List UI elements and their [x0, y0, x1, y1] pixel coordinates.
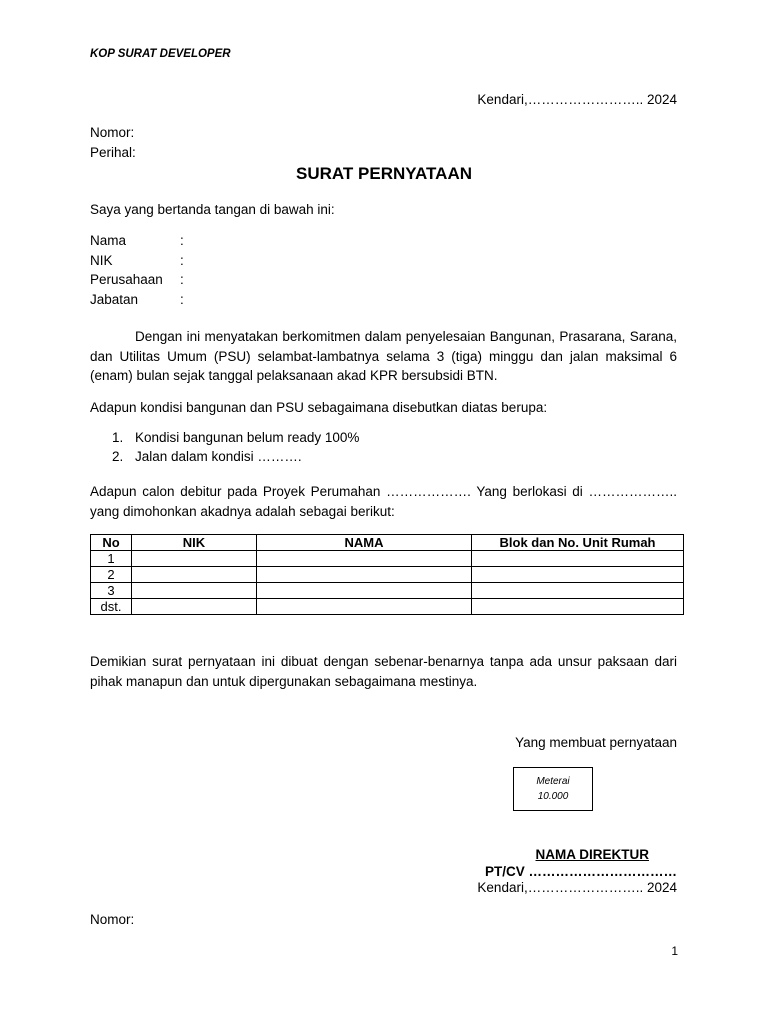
table-cell: 3	[91, 583, 132, 599]
table-cell: 2	[91, 567, 132, 583]
table-cell	[257, 599, 472, 615]
nomor-label: Nomor:	[90, 125, 135, 140]
list-number: 2.	[112, 449, 124, 464]
table-cell	[472, 599, 684, 615]
director-name: NAMA DIREKTUR	[535, 847, 649, 862]
list-number: 1.	[112, 430, 124, 445]
perihal-label: Perihal:	[90, 145, 136, 160]
debtor-table	[90, 534, 684, 615]
list-text: Jalan dalam kondisi ……….	[135, 449, 302, 464]
closing-paragraph: Demikian surat pernyataan ini dibuat dengan sebenar-benarnya tanpa ada unsur paksaan dari pihak manapun dan untuk dipergunakan sebagaimana mestinya.	[90, 654, 677, 689]
table-cell	[472, 567, 684, 583]
table-cell	[472, 583, 684, 599]
column-header-unit: Blok dan No. Unit Rumah	[472, 535, 684, 551]
table-cell	[257, 583, 472, 599]
identity-colon: :	[180, 233, 184, 248]
table-cell	[132, 567, 257, 583]
date-line: Kendari,…………………….. 2024	[477, 92, 677, 107]
conditions-intro: Adapun kondisi bangunan dan PSU sebagaimana disebutkan diatas berupa:	[90, 400, 548, 415]
identity-label: NIK	[90, 253, 113, 268]
page-number: 1	[671, 944, 678, 958]
company-name: PT/CV ……………………………	[484, 864, 677, 879]
identity-field-nik	[90, 253, 290, 272]
identity-field-perusahaan	[90, 272, 290, 291]
table-cell	[132, 599, 257, 615]
table-row	[91, 567, 684, 583]
list-text: Kondisi bangunan belum ready 100%	[135, 430, 360, 445]
column-header-nik: NIK	[132, 535, 257, 551]
commitment-paragraph: Dengan ini menyatakan berkomitmen dalam penyelesaian Bangunan, Prasarana, Sarana, dan Utilitas Umum (PSU) selambat-lambatnya selama 3 (tiga) minggu dan jalan maksimal 6 (enam) bulan sejak tanggal pelaksanaan akad KPR bersubsidi BTN.	[90, 329, 677, 383]
debtor-intro: Adapun calon debitur pada Proyek Perumahan ………………. Yang berlokasi di ……………….. yang dimohonkan akadnya adalah sebagai berikut:	[90, 484, 677, 519]
table-row	[91, 551, 684, 567]
materai-label: Meterai	[536, 776, 570, 787]
table-row	[91, 599, 684, 615]
document-title: SURAT PERNYATAAN	[296, 164, 472, 183]
table-cell	[132, 551, 257, 567]
identity-colon: :	[180, 292, 184, 307]
column-header-no: No	[91, 535, 132, 551]
signature-date: Kendari,…………………….. 2024	[477, 880, 677, 895]
identity-colon: :	[180, 272, 184, 287]
materai-stamp-box	[513, 767, 593, 811]
identity-label: Nama	[90, 233, 127, 248]
table-row	[91, 583, 684, 599]
identity-colon: :	[180, 253, 184, 268]
table-cell	[472, 551, 684, 567]
intro-text: Saya yang bertanda tangan di bawah ini:	[90, 202, 335, 217]
table-cell: dst.	[91, 599, 132, 615]
column-header-nama: NAMA	[257, 535, 472, 551]
identity-label: Jabatan	[90, 292, 139, 307]
table-cell	[257, 567, 472, 583]
identity-field-jabatan	[90, 292, 290, 311]
identity-field-nama	[90, 233, 290, 252]
letterhead-placeholder: KOP SURAT DEVELOPER	[90, 48, 231, 60]
footer-nomor-label: Nomor:	[90, 912, 135, 927]
table-header-row	[91, 535, 684, 551]
table-cell	[132, 583, 257, 599]
identity-label: Perusahaan	[90, 272, 163, 287]
table-cell	[257, 551, 472, 567]
materai-value: 10.000	[537, 791, 569, 802]
signer-label: Yang membuat pernyataan	[515, 735, 677, 750]
table-cell: 1	[91, 551, 132, 567]
